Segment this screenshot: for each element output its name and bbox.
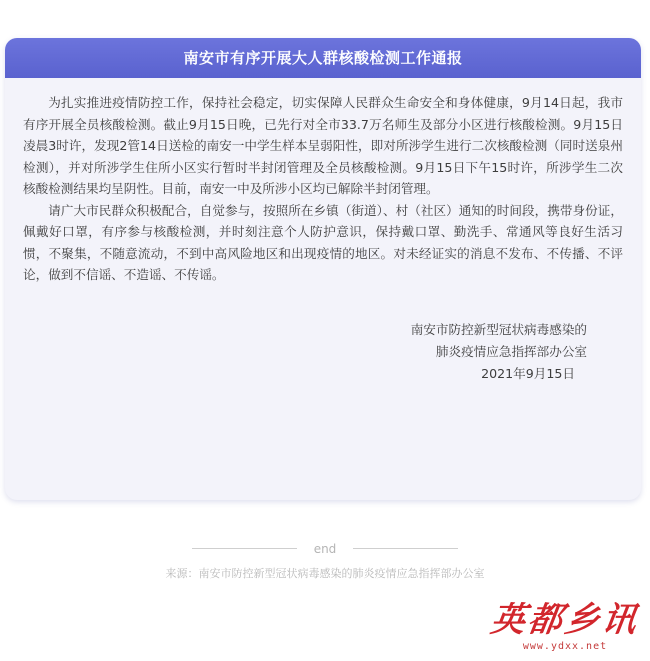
notice-card <box>5 38 641 500</box>
signature-date: 2021年9月15日 <box>481 365 575 381</box>
notice-paragraph-1: 为扎实推进疫情防控工作，保持社会稳定，切实保障人民群众生命安全和身体健康，9月14日起，我市有序开展全员核酸检测。截止9月15日晚，已先行对全市33.7万名师生及部分小区进行核酸检测。9月15日凌晨3时许，发现2管14日送检的南安一中学生样本呈弱阳性，即对所涉学生进行二次核酸检测（同时送泉州检测），并对所涉学生住所小区实行暂时半封闭管理及全员核酸检测。9月15日下午15时许，所涉学生二次核酸检测结果均呈阴性。目前，南安一中及所涉小区均已解除半封闭管理。 <box>23 95 623 196</box>
end-line-right <box>353 548 458 549</box>
watermark-logo <box>490 600 640 654</box>
notice-body <box>5 78 641 385</box>
watermark-name: 英都乡讯 <box>488 600 642 640</box>
signature-org-line1: 南安市防控新型冠状病毒感染的 <box>410 321 587 337</box>
notice-paragraph-2: 请广大市民群众积极配合，自觉参与，按照所在乡镇（街道）、村（社区）通知的时间段，携带身份证，佩戴好口罩，有序参与核酸检测，并时刻注意个人防护意识，保持戴口罩、勤洗手、常通风等良好生活习惯，不聚集，不随意流动，不到中高风险地区和出现疫情的地区。对未经证实的消息不发布、不传播、不评论，做到不信谣、不造谣、不传谣。 <box>23 202 623 282</box>
watermark-url: www.ydxx.net <box>522 641 608 652</box>
end-line-left <box>192 548 297 549</box>
source-line: 来源：南安市防控新型冠状病毒感染的肺炎疫情应急指挥部办公室 <box>165 567 485 580</box>
signature-block <box>23 319 587 385</box>
signature-org-line2: 肺炎疫情应急指挥部办公室 <box>435 343 587 359</box>
end-divider <box>0 538 650 558</box>
end-label: end <box>313 541 337 556</box>
notice-title: 南安市有序开展大人群核酸检测工作通报 <box>5 38 641 78</box>
